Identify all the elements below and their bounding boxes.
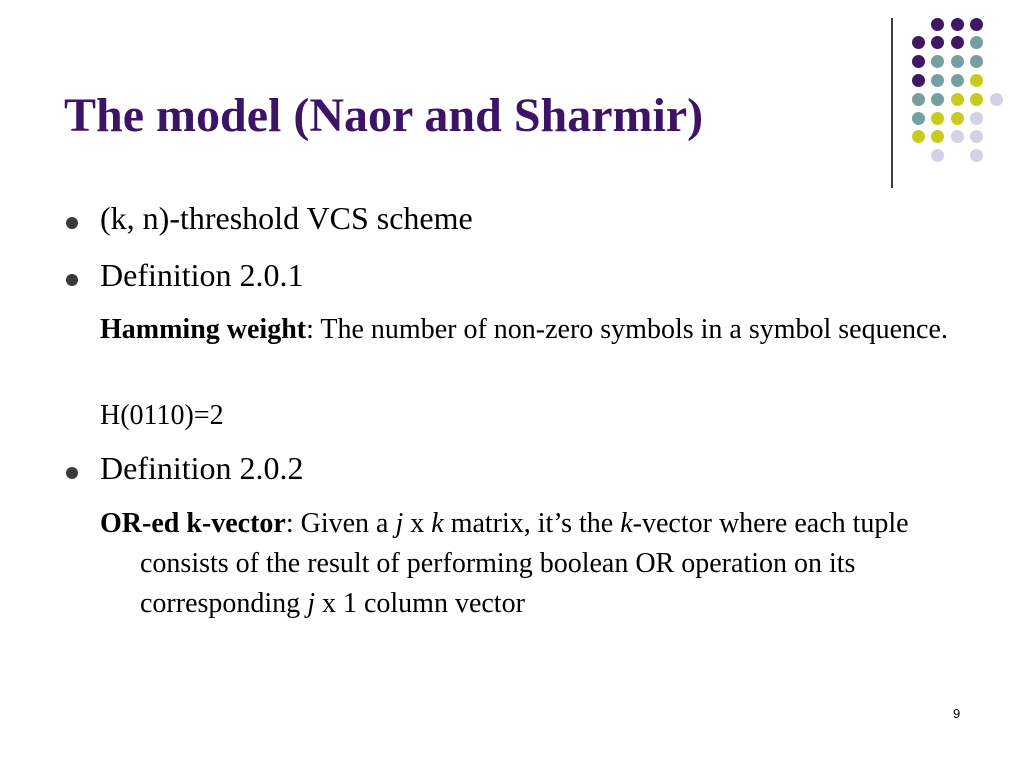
ored-text-2: x — [403, 508, 432, 539]
ored-colon: : — [285, 508, 294, 539]
ored-text-5: x 1 column vector — [314, 588, 525, 619]
ored-var-k: k — [431, 508, 444, 539]
ored-text-1: Given a — [293, 508, 396, 539]
hamming-weight-definition — [100, 310, 1000, 350]
bullet-vcs-scheme: (k, n)-threshold VCS scheme — [100, 200, 473, 236]
bullet-definition-2-0-1: Definition 2.0.1 — [100, 257, 304, 293]
hamming-weight-text: The number of non-zero symbols in a symbol sequence. — [313, 314, 948, 345]
bullet-dot-icon — [66, 274, 78, 286]
ored-text-4: -vector where each tuple consists of the result of performing boolean OR operation on its corresponding — [140, 508, 909, 619]
ored-var-j: j — [395, 508, 404, 539]
ored-text-3: matrix, it’s the — [443, 508, 621, 539]
ored-var-j: j — [307, 588, 315, 619]
bullet-dot-icon — [66, 467, 78, 479]
hamming-weight-colon: : — [306, 314, 314, 345]
page-number: 9 — [953, 706, 961, 721]
ored-k-vector-definition — [100, 504, 1000, 624]
bullet-dot-icon — [66, 217, 78, 229]
ored-var-k: k — [620, 508, 633, 539]
hamming-weight-term: Hamming weight — [100, 314, 307, 345]
slide-title: The model (Naor and Sharmir) — [64, 89, 704, 142]
bullet-definition-2-0-2: Definition 2.0.2 — [100, 450, 304, 486]
hamming-example: H(0110)=2 — [100, 400, 224, 431]
ored-k-vector-term: OR-ed k-vector — [100, 508, 286, 539]
